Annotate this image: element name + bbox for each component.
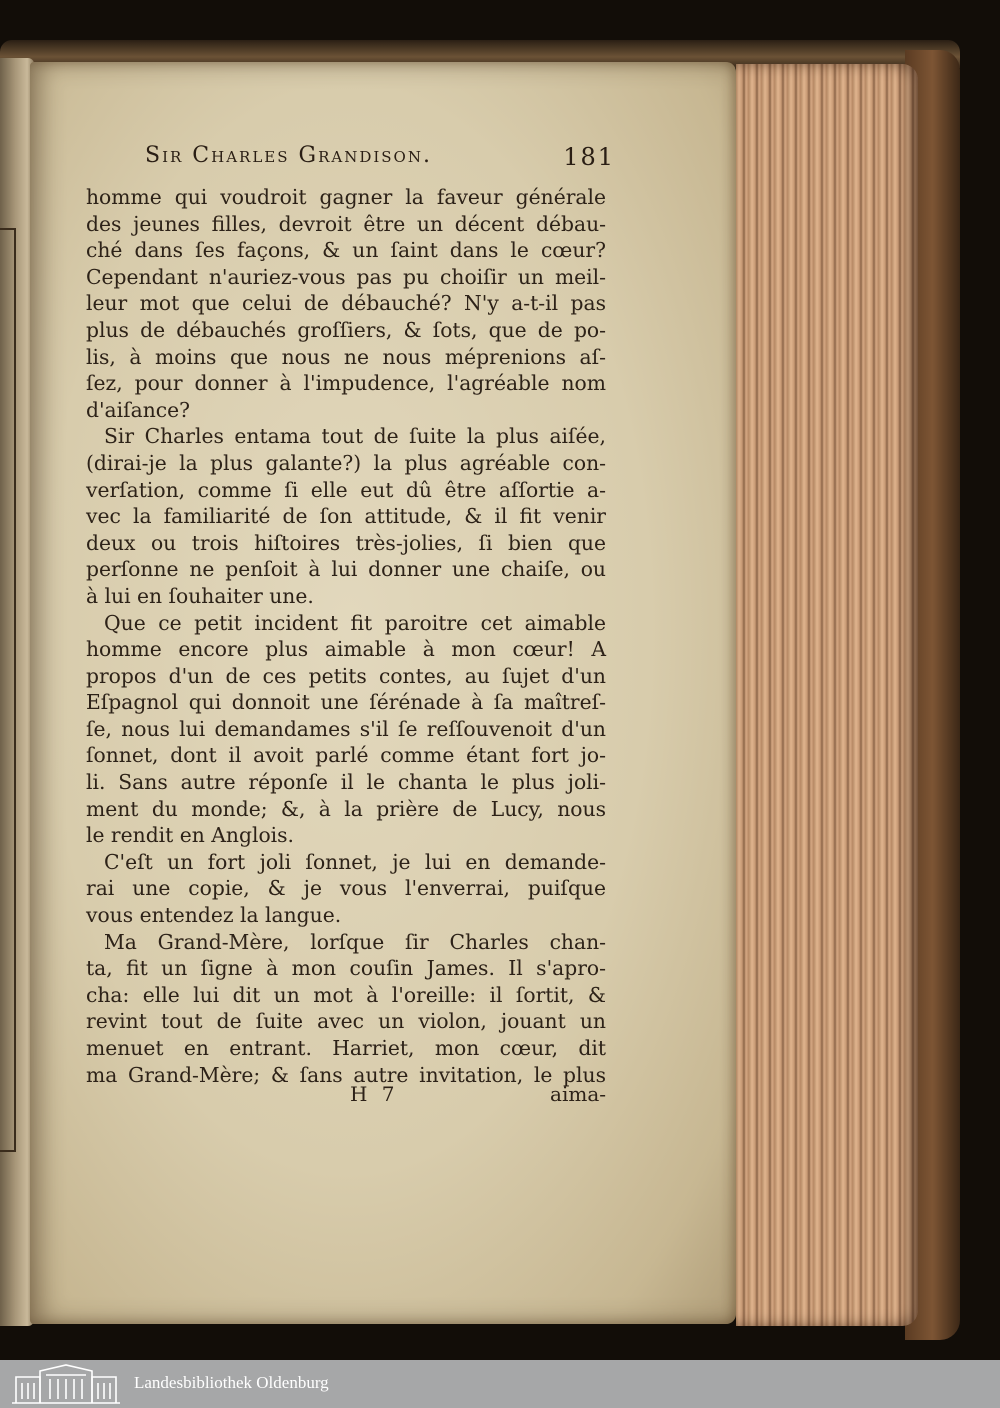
text-line: homme encore plus aimable à mon cœur! A [86, 637, 606, 662]
text-line: Ma Grand-Mère, lorſque ſir Charles chan- [104, 929, 606, 954]
signature-mark: H 7 [350, 1082, 399, 1106]
text-line: ment du monde; &, à la prière de Lucy, nous [86, 796, 606, 821]
catchword: aima- [550, 1082, 606, 1106]
text-line: revint tout de ſuite avec un violon, jouant un [86, 1009, 606, 1034]
page-text [86, 184, 606, 1088]
text-line: Sir Charles entama tout de ſuite la plus aiſée, [104, 424, 606, 449]
text-line: verſation, comme ſi elle eut dû être aſſortie a- [86, 477, 606, 502]
text-line: ché dans ſes façons, & un ſaint dans le cœur? [86, 238, 606, 263]
text-line: leur mot que celui de débauché? N'y a-t-il pas [86, 291, 606, 316]
text-line: menuet en entrant. Harriet, mon cœur, dit [86, 1036, 606, 1060]
text-line: à lui en ſouhaiter une. [86, 583, 314, 608]
text-line: des jeunes filles, devroit être un décent débau- [86, 211, 606, 236]
page-number: 181 [563, 143, 615, 171]
library-building-icon [10, 1363, 122, 1405]
text-line: propos d'un de ces petits contes, au ſujet d'un [86, 663, 606, 688]
text-line: perſonne ne penſoit à lui donner une chaiſe, ou [86, 557, 606, 582]
text-line: homme qui voudroit gagner la faveur générale [86, 185, 606, 209]
text-line: ſe, nous lui demandames s'il ſe reſſouvenoit d'un [86, 716, 606, 741]
page-fore-edge [736, 64, 918, 1326]
text-line: ma Grand-Mère; & ſans autre invitation, le plus [86, 1062, 606, 1087]
text-line: Eſpagnol qui donnoit une ſérénade à ſa maîtreſ- [86, 690, 606, 715]
text-line: ta, fit un ſigne à mon couſin James. Il s'apro- [86, 956, 606, 981]
left-page-edge [0, 58, 34, 1326]
text-line: cha: elle lui dit un mot à l'oreille: il ſortit, & [86, 982, 606, 1007]
text-line: le rendit en Anglois. [86, 823, 295, 848]
text-line: d'aiſance? [86, 397, 191, 422]
text-line: li. Sans autre réponſe il le chanta le plus joli- [86, 770, 606, 795]
text-line: deux ou trois hiſtoires très-jolies, ſi bien que [86, 530, 606, 555]
text-line: ſez, pour donner à l'impudence, l'agréable nom [86, 371, 606, 396]
text-line: vous entendez la langue. [86, 903, 342, 928]
text-line: (dirai-je la plus galante?) la plus agréable con- [86, 450, 606, 475]
running-header [145, 143, 615, 179]
text-line: rai une copie, & je vous l'enverrai, puiſque [86, 876, 606, 901]
page-footer [86, 1082, 606, 1110]
text-line: plus de débauchés groſſiers, & ſots, que de po- [86, 317, 606, 342]
left-page-rule [0, 228, 16, 1152]
text-line: Que ce petit incident fit paroitre cet aimable [104, 610, 606, 635]
text-line: lis, à moins que nous ne nous méprenions aſ- [86, 344, 606, 369]
text-line: C'eſt un fort joli ſonnet, je lui en demande- [104, 849, 606, 874]
text-line: Cependant n'auriez-vous pas pu choiſir un meil- [86, 264, 606, 289]
text-line: vec la familiarité de ſon attitude, & il fit venir [86, 504, 606, 529]
library-name: Landesbibliothek Oldenburg [134, 1373, 329, 1392]
text-line: ſonnet, dont il avoit parlé comme étant fort jo- [86, 743, 606, 768]
running-title: Sir Charles Grandison. [145, 143, 432, 168]
library-bar [0, 1360, 1000, 1408]
